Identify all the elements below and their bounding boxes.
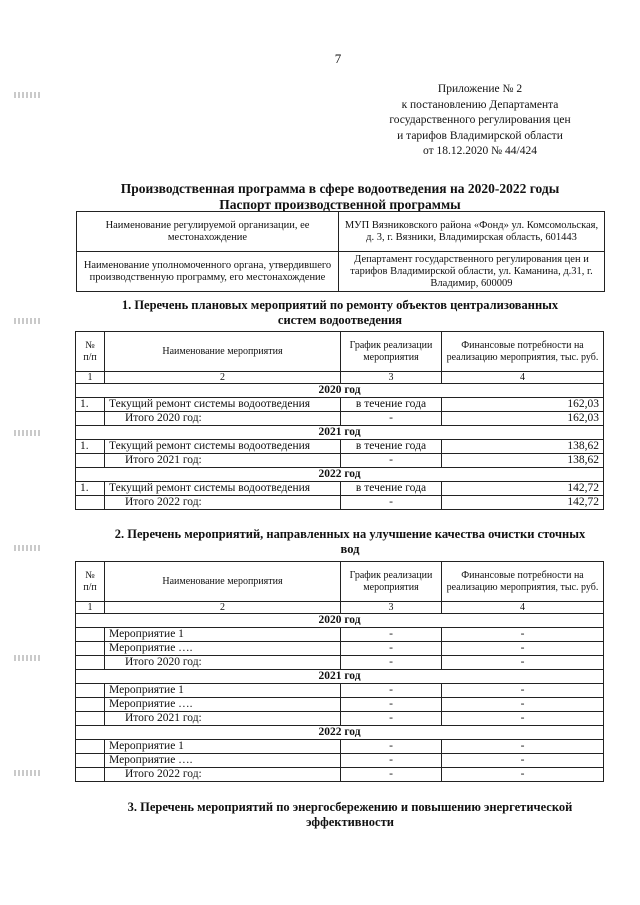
- passport-value: МУП Вязниковского района «Фонд» ул. Комсомольская, д. 3, г. Вязники, Владимирская область, 601443: [339, 212, 605, 252]
- row-name: Мероприятие ….: [105, 642, 341, 656]
- row-schedule: -: [341, 754, 442, 768]
- scan-artifact: [14, 545, 40, 551]
- total-schedule: -: [341, 768, 442, 782]
- section-2-table: [75, 561, 604, 782]
- row-num: [76, 698, 105, 712]
- row-schedule: -: [341, 698, 442, 712]
- total-label: Итого 2021 год:: [105, 454, 341, 468]
- total-schedule: -: [341, 454, 442, 468]
- appendix-line: государственного регулирования цен: [389, 114, 571, 126]
- row-name: Мероприятие 1: [105, 628, 341, 642]
- year-row: [76, 384, 604, 398]
- page-number: 7: [334, 51, 342, 66]
- year-label: 2021 год: [76, 426, 604, 440]
- row-num: 1.: [76, 440, 105, 454]
- total-row: [76, 496, 604, 510]
- table-row: [76, 684, 604, 698]
- scan-artifact: [14, 430, 40, 436]
- section-1-title: 1. Перечень плановых мероприятий по ремонту объектов централизованных систем водоотведения: [121, 298, 559, 327]
- header-name: Наименование мероприятия: [105, 562, 341, 602]
- header-finance: Финансовые потребности на реализацию мероприятия, тыс. руб.: [442, 332, 604, 372]
- total-row: [76, 656, 604, 670]
- passport-label: Наименование регулируемой организации, ее местонахождение: [77, 212, 339, 252]
- column-numbers-row: [76, 602, 604, 614]
- year-row: [76, 726, 604, 740]
- passport-label: Наименование уполномоченного органа, утвердившего производственную программу, его местонахождение: [77, 252, 339, 292]
- header-schedule: График реализации мероприятия: [341, 562, 442, 602]
- table-row: [77, 212, 605, 252]
- appendix-line: Приложение № 2: [437, 83, 523, 95]
- row-name: Мероприятие 1: [105, 740, 341, 754]
- row-value: -: [442, 740, 604, 754]
- total-schedule: -: [341, 712, 442, 726]
- year-label: 2022 год: [76, 468, 604, 482]
- table-row: [76, 628, 604, 642]
- appendix-block: [380, 82, 580, 160]
- column-number: 1: [76, 372, 105, 384]
- row-name: Мероприятие 1: [105, 684, 341, 698]
- section-3-title: 3. Перечень мероприятий по энергосбережению и повышению энергетической эффективности: [127, 800, 573, 829]
- column-number: 2: [105, 372, 341, 384]
- scan-artifact: [14, 770, 40, 776]
- row-value: -: [442, 642, 604, 656]
- row-schedule: -: [341, 740, 442, 754]
- section-1-table: [75, 331, 604, 510]
- table-row: [76, 740, 604, 754]
- row-value: 162,03: [442, 398, 604, 412]
- scan-artifact: [14, 318, 40, 324]
- total-row: [76, 768, 604, 782]
- passport-value: Департамент государственного регулирования цен и тарифов Владимирской области, ул. Каманина, д.31, г. Владимир, 600009: [339, 252, 605, 292]
- document-subtitle: Паспорт производственной программы: [219, 197, 461, 212]
- row-num: [76, 684, 105, 698]
- column-numbers-row: [76, 372, 604, 384]
- header-finance: Финансовые потребности на реализацию мероприятия, тыс. руб.: [442, 562, 604, 602]
- document-title: Производственная программа в сфере водоотведения на 2020-2022 годы: [120, 181, 560, 196]
- row-value: -: [442, 754, 604, 768]
- header-num: № п/п: [76, 332, 105, 372]
- total-value: -: [442, 768, 604, 782]
- row-num: [76, 754, 105, 768]
- year-label: 2020 год: [76, 384, 604, 398]
- table-header-row: [76, 332, 604, 372]
- row-schedule: в течение года: [341, 398, 442, 412]
- row-name: Текущий ремонт системы водоотведения: [105, 398, 341, 412]
- column-number: 4: [442, 602, 604, 614]
- column-number: 3: [341, 602, 442, 614]
- row-schedule: -: [341, 684, 442, 698]
- scan-artifact: [14, 92, 40, 98]
- row-schedule: -: [341, 642, 442, 656]
- total-schedule: -: [341, 496, 442, 510]
- row-name: Текущий ремонт системы водоотведения: [105, 440, 341, 454]
- row-num: [76, 740, 105, 754]
- appendix-line: от 18.12.2020 № 44/424: [423, 145, 537, 157]
- total-label: Итого 2021 год:: [105, 712, 341, 726]
- total-label: Итого 2022 год:: [105, 768, 341, 782]
- row-value: 142,72: [442, 482, 604, 496]
- row-schedule: в течение года: [341, 440, 442, 454]
- row-schedule: -: [341, 628, 442, 642]
- total-value: 162,03: [442, 412, 604, 426]
- year-row: [76, 468, 604, 482]
- year-row: [76, 426, 604, 440]
- year-label: 2022 год: [76, 726, 604, 740]
- header-num: № п/п: [76, 562, 105, 602]
- row-num: [76, 628, 105, 642]
- document-title-block: [60, 181, 620, 213]
- row-value: 138,62: [442, 440, 604, 454]
- year-label: 2021 год: [76, 670, 604, 684]
- total-label: Итого 2022 год:: [105, 496, 341, 510]
- table-header-row: [76, 562, 604, 602]
- table-row: [76, 698, 604, 712]
- appendix-line: к постановлению Департамента: [401, 98, 559, 111]
- header-name: Наименование мероприятия: [105, 332, 341, 372]
- total-schedule: -: [341, 656, 442, 670]
- total-label: Итого 2020 год:: [105, 412, 341, 426]
- year-row: [76, 670, 604, 684]
- table-row: [76, 398, 604, 412]
- table-row: [76, 754, 604, 768]
- column-number: 2: [105, 602, 341, 614]
- table-row: [76, 642, 604, 656]
- row-num: [76, 642, 105, 656]
- header-schedule: График реализации мероприятия: [341, 332, 442, 372]
- row-schedule: в течение года: [341, 482, 442, 496]
- total-value: 138,62: [442, 454, 604, 468]
- passport-table: [76, 211, 605, 292]
- column-number: 4: [442, 372, 604, 384]
- column-number: 3: [341, 372, 442, 384]
- row-value: -: [442, 684, 604, 698]
- table-row: [77, 252, 605, 292]
- row-value: -: [442, 628, 604, 642]
- total-value: 142,72: [442, 496, 604, 510]
- total-row: [76, 712, 604, 726]
- row-num: 1.: [76, 482, 105, 496]
- row-name: Текущий ремонт системы водоотведения: [105, 482, 341, 496]
- row-name: Мероприятие ….: [105, 754, 341, 768]
- column-number: 1: [76, 602, 105, 614]
- total-row: [76, 454, 604, 468]
- row-num: 1.: [76, 398, 105, 412]
- total-label: Итого 2020 год:: [105, 656, 341, 670]
- row-name: Мероприятие ….: [105, 698, 341, 712]
- table-row: [76, 482, 604, 496]
- scan-artifact: [14, 655, 40, 661]
- total-schedule: -: [341, 412, 442, 426]
- year-row: [76, 614, 604, 628]
- year-label: 2020 год: [76, 614, 604, 628]
- section-2-title: 2. Перечень мероприятий, направленных на улучшение качества очистки сточных вод: [114, 527, 586, 556]
- table-row: [76, 440, 604, 454]
- appendix-line: и тарифов Владимирской области: [397, 129, 563, 142]
- total-row: [76, 412, 604, 426]
- total-value: -: [442, 656, 604, 670]
- row-value: -: [442, 698, 604, 712]
- total-value: -: [442, 712, 604, 726]
